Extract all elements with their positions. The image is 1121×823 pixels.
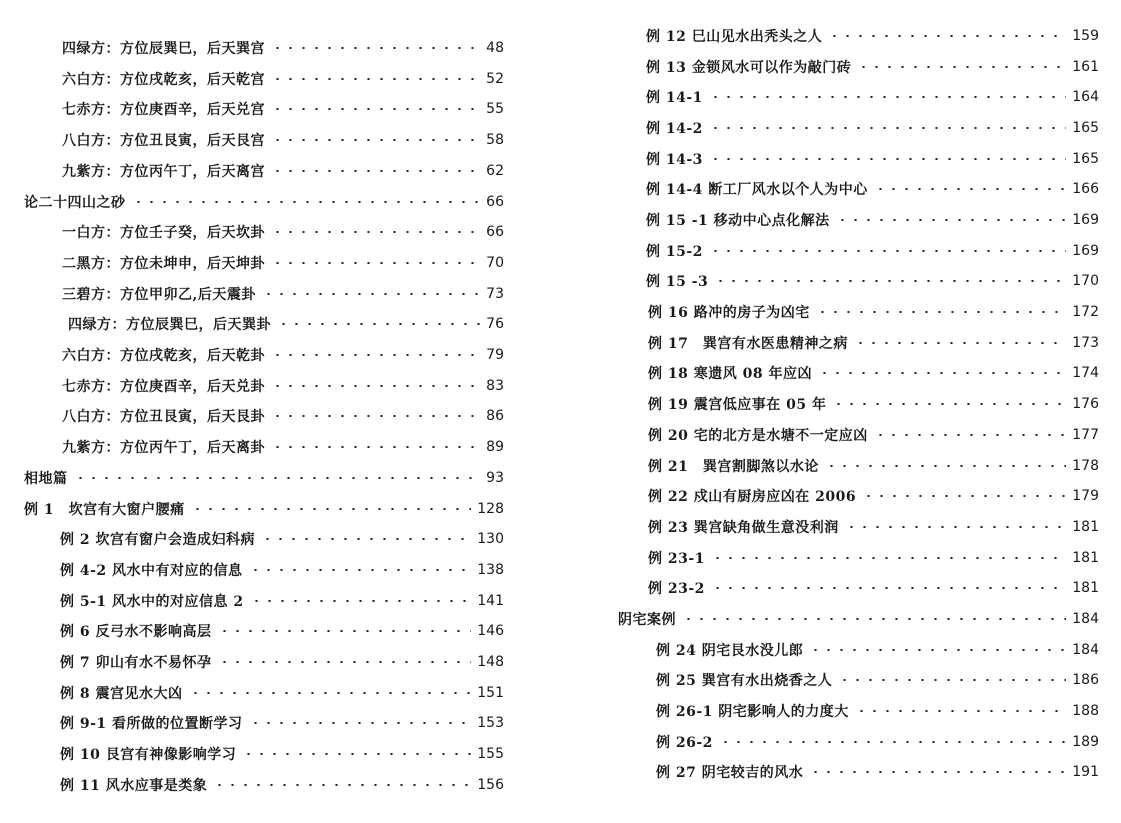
toc-entry[interactable] bbox=[62, 36, 504, 60]
dot-leader bbox=[132, 201, 481, 203]
toc-entry[interactable] bbox=[62, 128, 504, 152]
toc-entry-title: 例 25 巽宫有水出烧香之人 bbox=[656, 673, 833, 690]
dot-leader bbox=[271, 262, 480, 264]
toc-entry[interactable] bbox=[60, 773, 504, 797]
toc-entry[interactable] bbox=[62, 282, 504, 306]
dot-leader bbox=[711, 587, 1066, 589]
toc-entry[interactable] bbox=[646, 55, 1099, 79]
toc-entry[interactable] bbox=[60, 558, 504, 582]
toc-entry-title: 例 13 金锁风水可以作为敲门砖 bbox=[646, 59, 852, 76]
dot-leader bbox=[271, 78, 480, 80]
toc-entry-page-number: 165 bbox=[1072, 120, 1099, 137]
dot-leader bbox=[709, 96, 1066, 98]
dot-leader bbox=[271, 354, 480, 356]
toc-entry-title: 例 5-1 风水中的对应信息 2 bbox=[60, 593, 244, 610]
toc-entry-page-number: 164 bbox=[1072, 89, 1099, 106]
toc-entry-page-number: 83 bbox=[486, 377, 504, 394]
toc-entry[interactable] bbox=[62, 97, 504, 121]
toc-entry-title: 例 23-2 bbox=[648, 581, 705, 598]
toc-entry-title: 例 17 巽宫有水医患精神之病 bbox=[648, 335, 848, 352]
toc-entry-title: 例 20 宅的北方是水塘不一定应凶 bbox=[648, 427, 868, 444]
dot-leader bbox=[271, 446, 480, 448]
toc-entry[interactable] bbox=[648, 331, 1099, 355]
toc-entry-page-number: 130 bbox=[477, 531, 504, 548]
toc-entry-title: 例 15 -3 bbox=[646, 274, 709, 291]
toc-entry-page-number: 62 bbox=[486, 162, 504, 179]
toc-entry[interactable] bbox=[68, 312, 504, 336]
dot-leader bbox=[836, 219, 1067, 221]
dot-leader bbox=[818, 372, 1066, 374]
toc-entry-page-number: 161 bbox=[1072, 58, 1099, 75]
toc-entry-page-number: 128 bbox=[477, 500, 504, 517]
toc-entry-page-number: 184 bbox=[1072, 610, 1099, 627]
toc-entry[interactable] bbox=[60, 681, 504, 705]
toc-entry-page-number: 153 bbox=[477, 715, 504, 732]
toc-entry-title: 例 16 路冲的房子为凶宅 bbox=[648, 305, 810, 322]
dot-leader bbox=[271, 47, 480, 49]
dot-leader bbox=[271, 170, 480, 172]
toc-entry-title: 例 6 反弓水不影响高层 bbox=[60, 624, 212, 641]
dot-leader bbox=[277, 323, 480, 325]
dot-leader bbox=[825, 465, 1066, 467]
toc-entry-title: 例 14-2 bbox=[646, 121, 703, 138]
toc-entry[interactable] bbox=[646, 24, 1099, 48]
toc-entry[interactable] bbox=[646, 208, 1099, 232]
toc-entry-page-number: 189 bbox=[1072, 733, 1099, 750]
dot-leader bbox=[809, 771, 1066, 773]
toc-entry[interactable] bbox=[648, 423, 1099, 447]
toc-entry-page-number: 73 bbox=[486, 285, 504, 302]
toc-entry-title: 例 10 艮宫有神像影响学习 bbox=[60, 747, 237, 764]
dot-leader bbox=[191, 508, 472, 510]
toc-entry-page-number: 52 bbox=[486, 70, 504, 87]
toc-entry[interactable] bbox=[24, 497, 504, 521]
dot-leader bbox=[719, 741, 1066, 743]
dot-leader bbox=[249, 722, 472, 724]
toc-entry-page-number: 159 bbox=[1072, 28, 1099, 44]
toc-entry-title: 例 26-1 阴宅影响人的力度大 bbox=[656, 703, 849, 720]
toc-entry[interactable] bbox=[62, 374, 504, 398]
dot-leader bbox=[857, 66, 1066, 68]
toc-entry-title: 相地篇 bbox=[24, 470, 68, 487]
toc-entry-title: 例 4-2 风水中有对应的信息 bbox=[60, 562, 243, 579]
toc-entry-title: 六白方：方位戌乾亥，后天乾宫 bbox=[62, 71, 265, 88]
toc-entry[interactable] bbox=[648, 546, 1099, 570]
toc-entry-title: 七赤方：方位庚酉辛，后天兑宫 bbox=[62, 102, 265, 119]
dot-leader bbox=[711, 557, 1066, 559]
dot-leader bbox=[709, 158, 1066, 160]
toc-entry-page-number: 169 bbox=[1072, 212, 1099, 229]
toc-entry-page-number: 66 bbox=[486, 224, 504, 241]
toc-entry-title: 九紫方：方位丙午丁，后天离宫 bbox=[62, 163, 265, 180]
toc-entry-title: 例 24 阴宅艮水没儿郎 bbox=[656, 642, 804, 659]
toc-entry-title: 论二十四山之砂 bbox=[24, 194, 126, 211]
toc-entry-title: 例 11 风水应事是类象 bbox=[60, 777, 208, 794]
toc-entry-page-number: 151 bbox=[477, 684, 504, 701]
toc-entry-page-number: 181 bbox=[1072, 518, 1099, 535]
toc-entry[interactable] bbox=[656, 699, 1099, 723]
toc-entry-page-number: 155 bbox=[477, 746, 504, 763]
toc-entry[interactable] bbox=[60, 527, 504, 551]
dot-leader bbox=[249, 569, 472, 571]
toc-entry-page-number: 179 bbox=[1072, 488, 1099, 505]
toc-entry-page-number: 172 bbox=[1072, 304, 1099, 321]
toc-entry-title: 三碧方：方位甲卯乙,后天震卦 bbox=[62, 286, 256, 303]
toc-entry-page-number: 174 bbox=[1072, 365, 1099, 382]
toc-entry-title: 例 7 卯山有水不易怀孕 bbox=[60, 655, 212, 671]
toc-entry-page-number: 89 bbox=[486, 439, 504, 456]
toc-entry[interactable] bbox=[648, 392, 1099, 416]
dot-leader bbox=[213, 784, 471, 786]
toc-entry[interactable] bbox=[648, 454, 1099, 478]
toc-entry-page-number: 138 bbox=[477, 561, 504, 578]
dot-leader bbox=[261, 538, 471, 540]
dot-leader bbox=[709, 250, 1066, 252]
toc-entry-title: 例 23 巽宫缺角做生意没利润 bbox=[648, 519, 839, 536]
toc-entry[interactable] bbox=[648, 300, 1099, 324]
dot-leader bbox=[845, 526, 1067, 528]
toc-entry-title: 例 14-3 bbox=[646, 151, 703, 168]
dot-leader bbox=[832, 403, 1066, 405]
toc-entry-page-number: 181 bbox=[1072, 580, 1099, 597]
left-page bbox=[0, 0, 560, 823]
dot-leader bbox=[271, 108, 480, 110]
toc-entry[interactable] bbox=[62, 159, 504, 183]
toc-entry[interactable] bbox=[656, 668, 1099, 692]
toc-entry-page-number: 58 bbox=[486, 132, 504, 149]
toc-entry-page-number: 173 bbox=[1072, 334, 1099, 351]
dot-leader bbox=[809, 649, 1066, 651]
toc-entry-title: 例 14-4 断工厂风水以个人为中心 bbox=[646, 182, 868, 199]
toc-entry-page-number: 176 bbox=[1072, 396, 1099, 413]
toc-entry-page-number: 169 bbox=[1072, 242, 1099, 259]
toc-entry[interactable] bbox=[648, 515, 1099, 539]
dot-leader bbox=[874, 434, 1067, 436]
dot-leader bbox=[271, 139, 480, 141]
toc-entry[interactable] bbox=[24, 190, 504, 214]
toc-entry-page-number: 55 bbox=[486, 101, 504, 118]
toc-entry[interactable] bbox=[60, 742, 504, 766]
dot-leader bbox=[262, 293, 480, 295]
toc-entry-title: 例 9-1 看所做的位置断学习 bbox=[60, 716, 243, 733]
dot-leader bbox=[838, 679, 1066, 681]
toc-entry-title: 例 8 震宫见水大凶 bbox=[60, 685, 183, 702]
toc-entry[interactable] bbox=[60, 619, 504, 643]
toc-entry-page-number: 165 bbox=[1072, 150, 1099, 167]
dot-leader bbox=[874, 188, 1066, 190]
right-page bbox=[560, 0, 1121, 823]
toc-entry[interactable] bbox=[24, 466, 504, 490]
toc-entry[interactable] bbox=[60, 711, 504, 735]
toc-entry-page-number: 191 bbox=[1072, 764, 1099, 781]
toc-entry[interactable] bbox=[618, 607, 1099, 631]
toc-entry-title: 例 22 戍山有厨房应凶在 2006 bbox=[648, 489, 857, 506]
toc-entry-page-number: 148 bbox=[477, 654, 504, 670]
toc-entry-title: 例 15 -1 移动中心点化解法 bbox=[646, 213, 830, 230]
toc-entry-page-number: 178 bbox=[1072, 457, 1099, 474]
toc-entry-title: 例 23-1 bbox=[648, 550, 705, 567]
toc-entry-title: 例 14-1 bbox=[646, 90, 703, 107]
dot-leader bbox=[271, 415, 480, 417]
toc-entry-page-number: 146 bbox=[477, 623, 504, 640]
toc-entry[interactable] bbox=[646, 177, 1099, 201]
toc-entry[interactable] bbox=[62, 67, 504, 91]
dot-leader bbox=[189, 692, 472, 694]
toc-entry-page-number: 93 bbox=[486, 469, 504, 486]
dot-leader bbox=[271, 231, 480, 233]
toc-entry[interactable] bbox=[646, 147, 1099, 171]
toc-entry-title: 二黑方：方位未坤申，后天坤卦 bbox=[62, 255, 265, 272]
toc-entry-title: 八白方：方位丑艮寅，后天艮卦 bbox=[62, 409, 265, 426]
toc-entry-title: 例 18 寒遗风 08 年应凶 bbox=[648, 366, 812, 383]
toc-entry-title: 四绿方：方位辰巽巳，后天巽卦 bbox=[68, 317, 271, 334]
toc-entry-title: 例 26-2 bbox=[656, 734, 713, 751]
toc-entry[interactable] bbox=[62, 343, 504, 367]
toc-entry-page-number: 188 bbox=[1072, 702, 1099, 719]
toc-entry[interactable] bbox=[656, 760, 1099, 784]
toc-entry-title: 例 2 坎宫有窗户会造成妇科病 bbox=[60, 532, 255, 549]
dot-leader bbox=[862, 495, 1066, 497]
toc-entry-page-number: 170 bbox=[1072, 273, 1099, 290]
toc-entry-title: 例 1 坎宫有大窗户腰痛 bbox=[24, 501, 185, 518]
toc-entry-page-number: 79 bbox=[486, 347, 504, 363]
toc-entry-title: 八白方：方位丑艮寅，后天艮宫 bbox=[62, 133, 265, 150]
toc-entry-page-number: 66 bbox=[486, 193, 504, 210]
toc-entry[interactable] bbox=[646, 85, 1099, 109]
toc-entry-page-number: 141 bbox=[477, 592, 504, 609]
toc-entry-page-number: 184 bbox=[1072, 641, 1099, 658]
toc-entry-page-number: 177 bbox=[1072, 426, 1099, 443]
toc-entry-title: 例 19 震宫低应事在 05 年 bbox=[648, 397, 827, 414]
toc-entry-title: 一白方：方位壬子癸，后天坎卦 bbox=[62, 225, 265, 242]
dot-leader bbox=[74, 477, 481, 479]
toc-entry[interactable] bbox=[60, 589, 504, 613]
dot-leader bbox=[242, 753, 471, 755]
dot-leader bbox=[855, 710, 1066, 712]
toc-entry[interactable] bbox=[62, 404, 504, 428]
toc-entry-page-number: 186 bbox=[1072, 672, 1099, 689]
dot-leader bbox=[854, 342, 1066, 344]
toc-entry-title: 例 27 阴宅较吉的风水 bbox=[656, 765, 804, 782]
toc-entry[interactable] bbox=[648, 576, 1099, 600]
toc-entry[interactable] bbox=[648, 484, 1099, 508]
toc-entry[interactable] bbox=[648, 361, 1099, 385]
toc-entry-title: 四绿方：方位辰巽巳，后天巽宫 bbox=[62, 41, 265, 57]
toc-entry-page-number: 166 bbox=[1072, 181, 1099, 198]
toc-entry-title: 九紫方：方位丙午丁，后天离卦 bbox=[62, 440, 265, 457]
dot-leader bbox=[828, 35, 1066, 37]
toc-entry[interactable] bbox=[656, 638, 1099, 662]
dot-leader bbox=[816, 311, 1067, 313]
dot-leader bbox=[709, 127, 1066, 129]
toc-entry[interactable] bbox=[62, 435, 504, 459]
toc-entry-page-number: 181 bbox=[1072, 549, 1099, 566]
toc-entry-title: 例 12 巳山见水出秃头之人 bbox=[646, 29, 823, 45]
toc-entry[interactable] bbox=[656, 730, 1099, 754]
toc-entry-page-number: 48 bbox=[486, 40, 504, 56]
toc-entry-title: 七赤方：方位庚酉辛，后天兑卦 bbox=[62, 378, 265, 395]
toc-entry[interactable] bbox=[646, 269, 1099, 293]
toc-entry[interactable] bbox=[646, 239, 1099, 263]
toc-entry-page-number: 70 bbox=[486, 254, 504, 271]
dot-leader bbox=[271, 385, 480, 387]
toc-entry-title: 六白方：方位戌乾亥，后天乾卦 bbox=[62, 348, 265, 364]
dot-leader bbox=[218, 630, 472, 632]
dot-leader bbox=[682, 618, 1066, 620]
toc-entry-page-number: 86 bbox=[486, 408, 504, 425]
toc-entry[interactable] bbox=[646, 116, 1099, 140]
toc-entry[interactable] bbox=[60, 650, 504, 674]
toc-entry-title: 例 15-2 bbox=[646, 243, 703, 260]
toc-entry[interactable] bbox=[62, 251, 504, 275]
toc-entry-title: 阴宅案例 bbox=[618, 611, 676, 628]
toc-entry-title: 例 21 巽宫割脚煞以水论 bbox=[648, 458, 819, 475]
dot-leader bbox=[250, 600, 472, 602]
dot-leader bbox=[714, 280, 1066, 282]
toc-entry[interactable] bbox=[62, 220, 504, 244]
toc-entry-page-number: 156 bbox=[477, 776, 504, 793]
dot-leader bbox=[218, 661, 472, 663]
toc-entry-page-number: 76 bbox=[486, 316, 504, 333]
